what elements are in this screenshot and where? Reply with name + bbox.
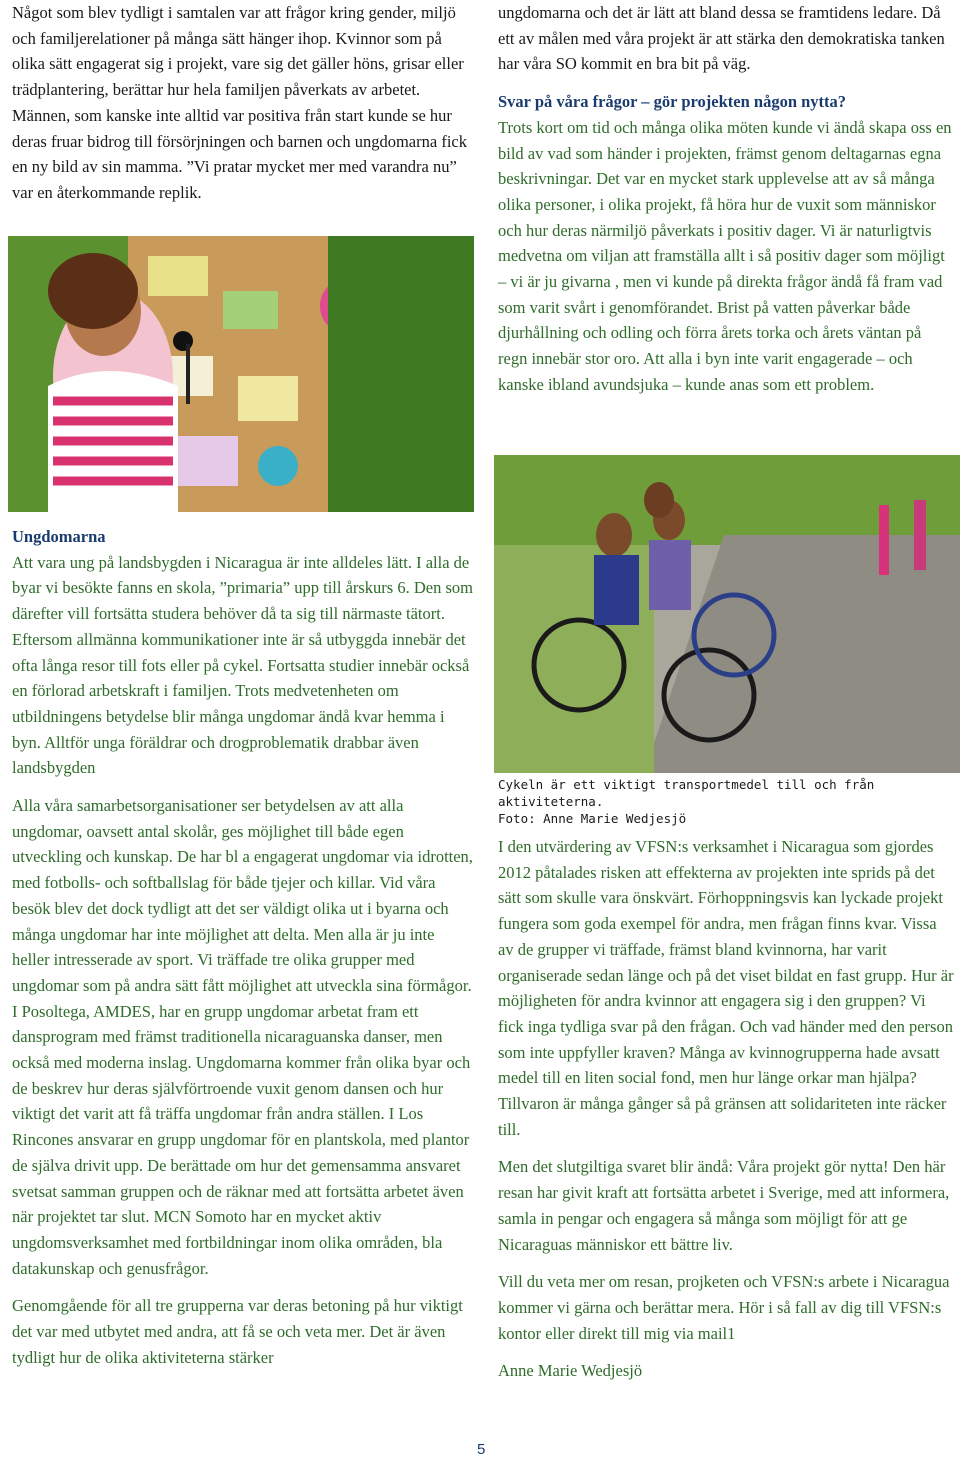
signature: Anne Marie Wedjesjö xyxy=(498,1361,643,1381)
youth-paragraph-2: Alla våra samarbetsorganisationer ser betydelsen av att alla ungdomar, oavsett antal skolår, ges möjlighet till både egen utveckling och kunskap. De har bl a engagerat ungdomar via idrotten, med fotbolls- och softballslag för både tjejer och killar. Vid våra besök blev det dock tydligt att det ser väldigt olika ut i byarna och många ungdomar har inte möjlighet att delta. Men alla är ju inte heller intresserade av sport. Vi träffade tre olika grupper med ungdomar som på andra sätt fått möjlighet att utveckla sina förmågor. I Posoltega, AMDES, har en grupp ungdomar arbetat fram ett dansprogram med främst traditionella nicaraguanska danser, men också med moderna inslag. Ungdomarna kommer från olika byar och de beskrev hur deras självförtroende vuxit genom dansen och hur viktigt det varit att få träffa ungdomar från andra ställen. I Los Rincones ansvarar en grupp ungdomar för en plantskola, med plantor de själva drivit upp. De berättade om hur det gemensamma ansvaret svetsat samman gruppen och de räknar med att fortsätta arbetet även när projektet tar slut. MCN Somoto har en mycket aktiv ungdomsverksamhet med fortbildningar inom olika områden, bla datakunskap och genusfrågor. xyxy=(12,796,473,1278)
youth-paragraph-3: Genomgående för all tre grupperna var deras betoning på hur viktigt det var med utbytet med andra, att få se och veta mer. Det är även tydligt hur de olika aktiviteterna stärker xyxy=(12,1296,463,1367)
evaluation-paragraph: I den utvärdering av VFSN:s verksamhet i Nicaragua som gjordes 2012 påtalades risken att effekterna av projekten inte sprids på det sätt som skulle vara önskvärt. Förhoppningsvis kan lyckade projekt fungera som goda exempel för andra, men frågan finns kvar. Vissa av de grupper vi träffade, främst bland kvinnorna, har varit organiserade sedan länge och på det viset bildat en fast grupp. Hur är möjligheten för andra kvinnor att engagera sig i den gruppen? Vi fick inga tydliga svar på den frågan. Och vad händer med den person som inte uppfyller kraven? Många av kvinnogrupperna hade avsatt medel till en liten social fond, men hur länge orkar man hjälpa? Tillvaron är många gånger så på gränsen att solidariteten inte räcker till. xyxy=(498,837,954,1139)
caption-line-1: Cykeln är ett viktigt transportmedel till och från aktiviteterna. xyxy=(498,777,875,809)
answers-paragraph: Trots kort om tid och många olika möten kunde vi ändå skapa oss en bild av vad som händer i projekten, främst genom deltagarnas egna beskrivningar. Det var en mycket stark upplevelse att av så många olika personer, i olika projekt, få höra hur de vuxit som människor och hur deras närmiljö påverkats i positiv dager. Vi är naturligtvis medvetna om viljan att framställa allt i så positiv dager som möjligt – vi är ju givarna , men vi kunde på direkta frågor ändå få fram vad som varit svårt i genomförandet. Brist på vatten påverkar både djurhållning och odling och förra årets torka och årets väntan på regn innebär stor oro. Att alla i byn inte varit engagerade – och kanske ibland avundsjuka – kunde anas som ett problem. xyxy=(498,117,952,394)
youth-paragraph-1: Att vara ung på landsbygden i Nicaragua är inte alldeles lätt. I alla de byar vi besökte fanns en skola, ”primaria” upp till årskurs 6. Den som därefter vill fortsätta studera behöver då ta sig till närmaste tätort. Eftersom allmänna kommunikationer inte är så utbyggda innebär det ofta långa resor till fots eller på cykel. Fortsatta studier innebär också en förlorad arbetskraft i familjen. Trots medvetenheten om utbildningens betydelse blir många ungdomar ändå kvar hemma i byn. Alltför unga föräldrar och drogproblematik drabbar även landsbygden xyxy=(12,552,473,778)
caption-credit: Foto: Anne Marie Wedjesjö xyxy=(498,811,687,826)
intro-paragraph: Något som blev tydligt i samtalen var att frågor kring gender, miljö och familjerelationer på många sätt hänger ihop. Kvinnor som på olika sätt engagerat sig i projekt, vare sig det gäller höns, grisar eller trädplantering, berättar hur hela familjen påverkats av arbetet. Männen, som kanske inte alltid var positiva från start kunde se hur deras fruar bidrog till försörjningen och barnen och ungdomarna fick en ny bild av sin mamma. ”Vi pratar mycket mer med varandra nu” var en återkommande replik. xyxy=(12,3,467,202)
youth-heading: Ungdomarna xyxy=(12,527,106,546)
photo-woman-speaking xyxy=(8,236,474,512)
youth-section xyxy=(12,524,474,1371)
left-column xyxy=(12,0,474,206)
photo-woman-illustration xyxy=(8,236,474,512)
photo-caption xyxy=(498,776,948,827)
photo-youths-with-bicycles xyxy=(494,455,960,773)
page-number: 5 xyxy=(477,1441,486,1458)
answers-heading: Svar på våra frågor – gör projekten någon nytta? xyxy=(498,92,847,112)
photo-youth-illustration xyxy=(494,455,960,773)
right-column-top xyxy=(498,0,954,398)
conclusion-paragraph: Men det slutgiltiga svaret blir ändå: Våra projekt gör nytta! Den här resan har givit kraft att fortsätta arbetet i Sverige, med att informera, samla in pengar och engagera så många som möjligt för att ge Nicaraguas människor ett bättre liv. xyxy=(498,1157,950,1254)
right-column-bottom xyxy=(498,834,954,1384)
continuation-paragraph: ungdomarna och det är lätt att bland dessa se framtidens ledare. Då ett av målen med våra projekt är att stärka den demokratiska tanken har våra SO kommit en bra bit på väg. xyxy=(498,3,945,74)
contact-paragraph: Vill du veta mer om resan, projketen och VFSN:s arbete i Nicaragua kommer vi gärna och berättar mera. Hör i så fall av dig till VFSN:s kontor eller direkt till mig via mail1 xyxy=(498,1272,950,1343)
